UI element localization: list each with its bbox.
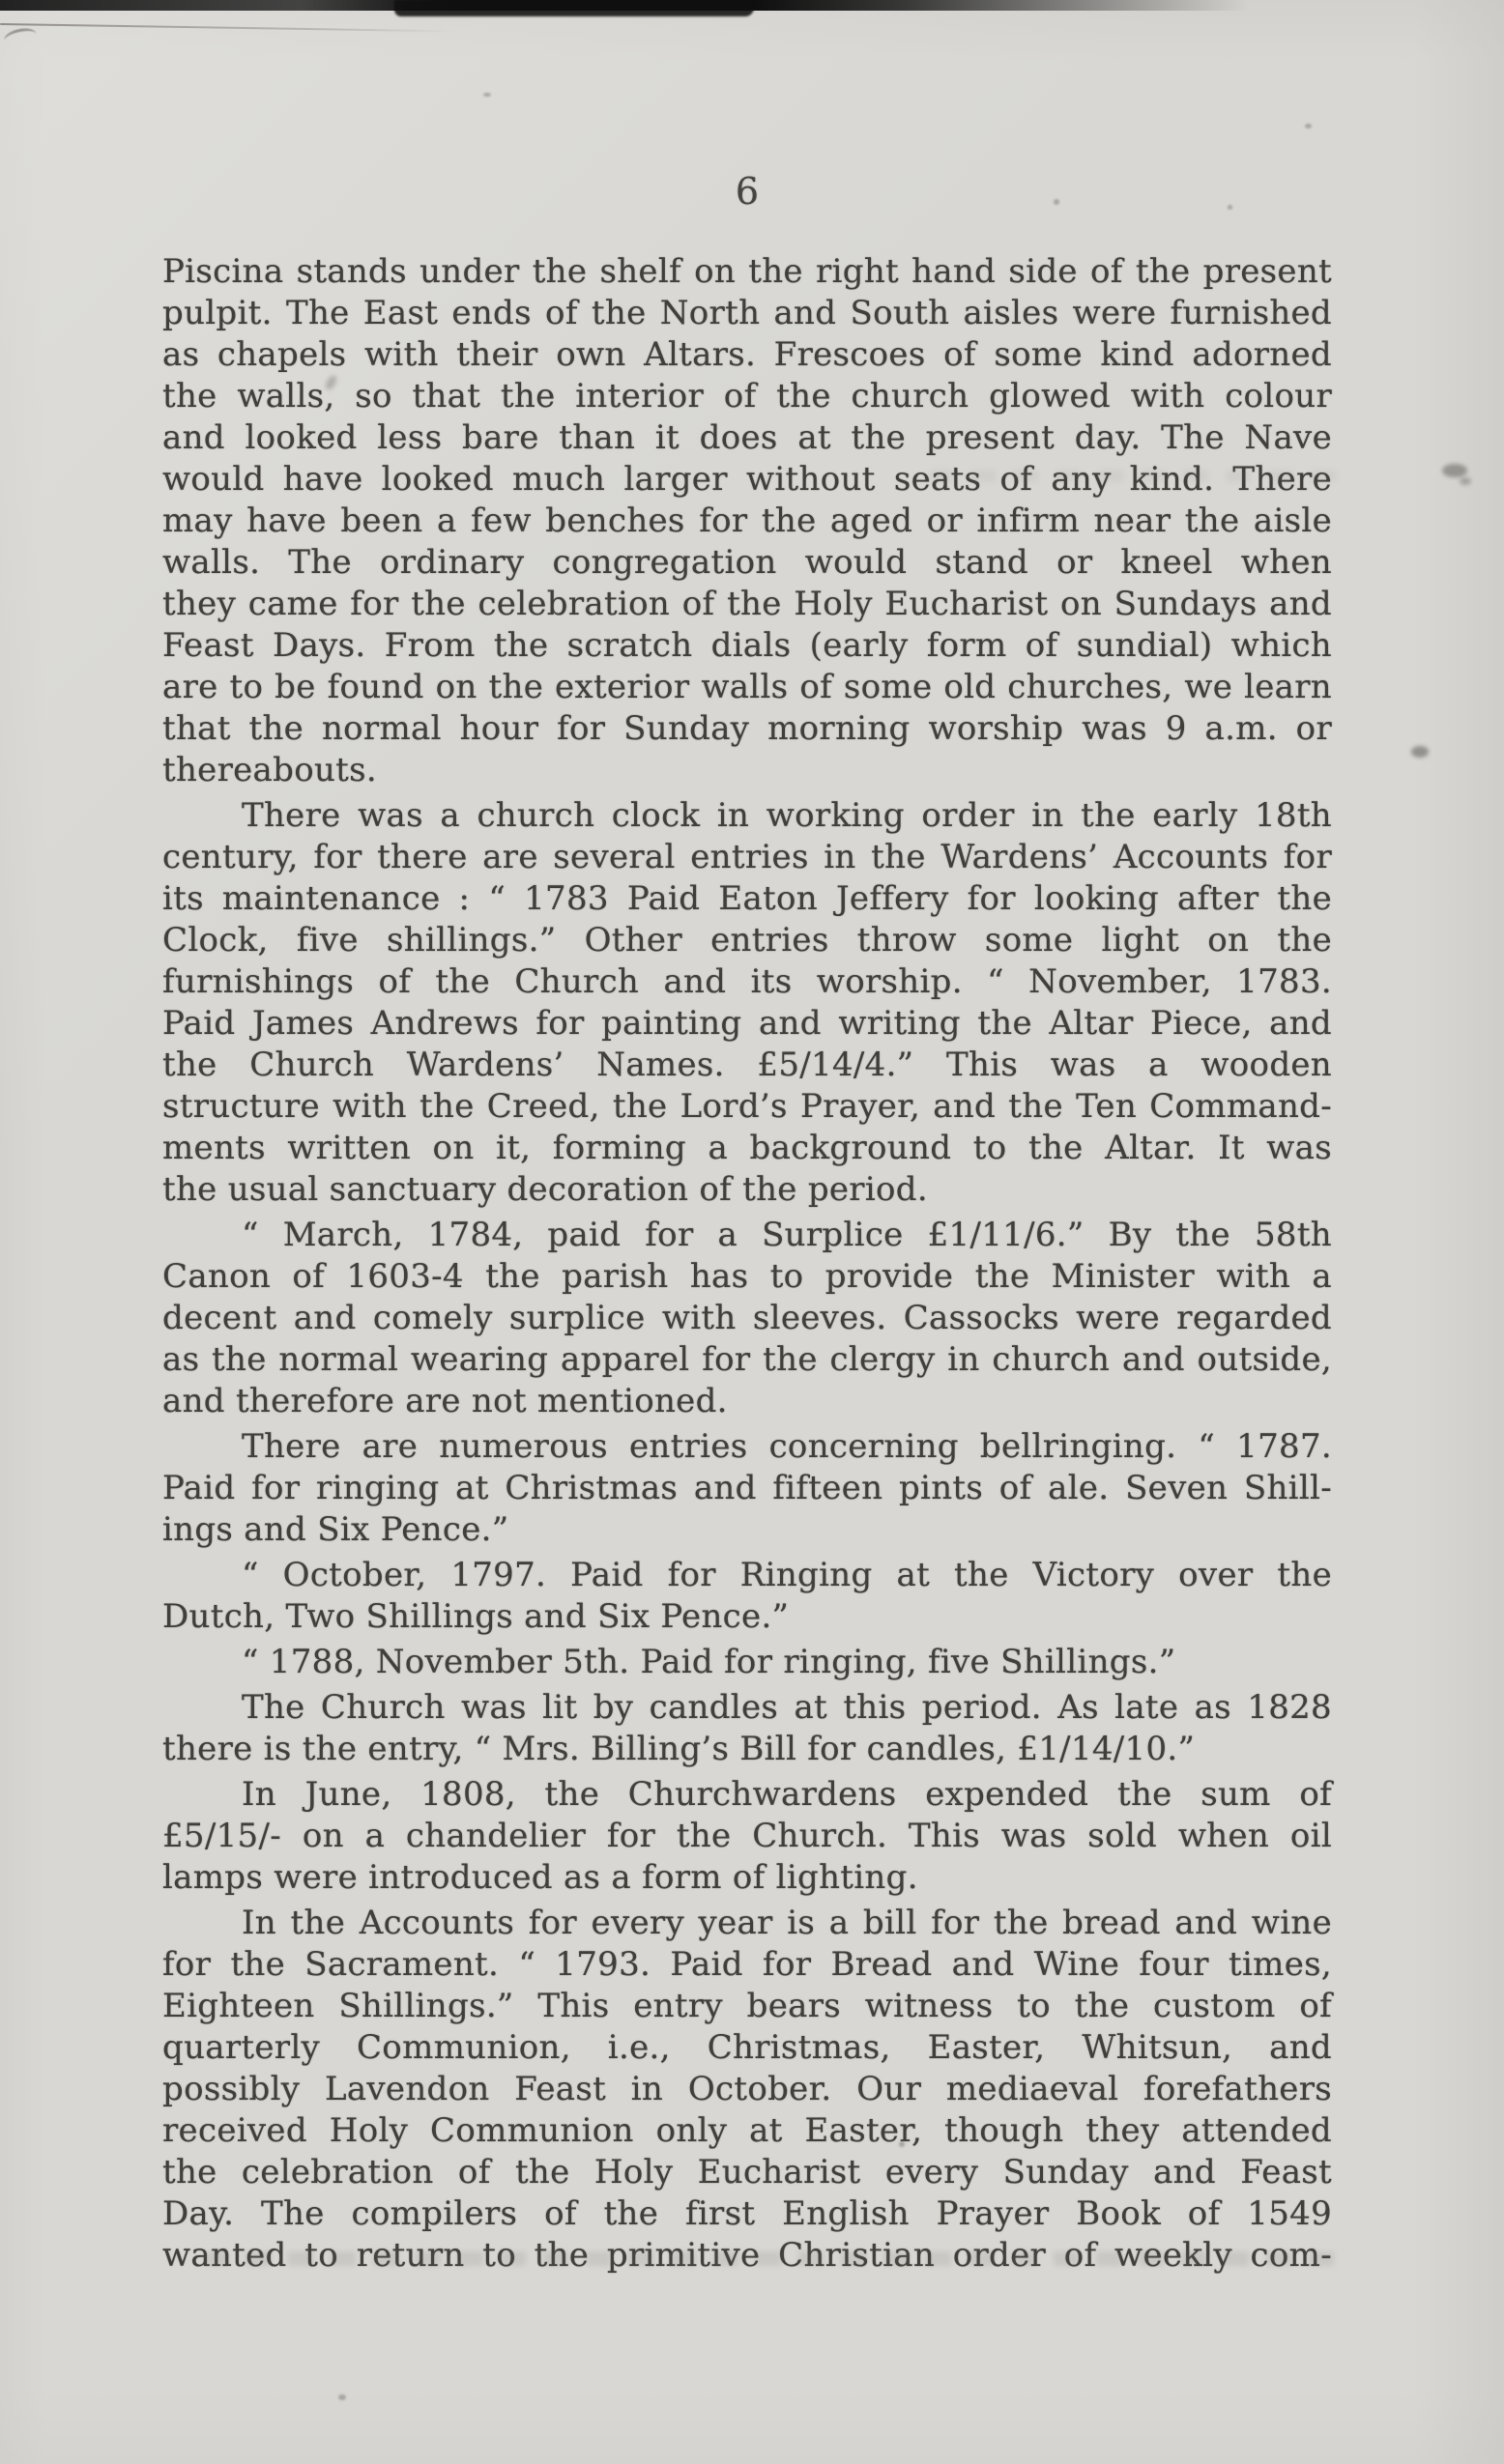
paragraph xyxy=(162,1774,1332,1899)
text-line: as the normal wearing apparel for the clergy in church and outside, xyxy=(162,1340,1332,1379)
text-line: century, for there are several entries in the Wardens’ Accounts for xyxy=(162,838,1332,876)
ink-smudge xyxy=(1460,477,1471,485)
text-line: In June, 1808, the Churchwardens expended the sum of xyxy=(242,1775,1332,1814)
text-line: they came for the celebration of the Holy Eucharist on Sundays and xyxy=(162,585,1332,623)
text-line: as chapels with their own Altars. Frescoes of some kind adorned xyxy=(162,335,1332,374)
paragraph xyxy=(162,1687,1332,1770)
text-line: decent and comely surplice with sleeves. Cassocks were regarded xyxy=(162,1299,1332,1337)
text-line: there is the entry, “ Mrs. Billing’s Bill for candles, £1/14/10.” xyxy=(162,1730,1196,1768)
text-line: Canon of 1603-4 the parish has to provide the Minister with a xyxy=(162,1257,1332,1296)
text-line: for the Sacrament. “ 1793. Paid for Bread and Wine four times, xyxy=(162,1945,1332,1984)
paragraph xyxy=(162,251,1332,791)
paragraph xyxy=(162,795,1332,1211)
text-line: thereabouts. xyxy=(162,751,377,789)
paragraph xyxy=(162,1903,1332,2277)
text-line: “ March, 1784, paid for a Surplice £1/11/6.” By the 58th xyxy=(242,1216,1332,1254)
text-line: Dutch, Two Shillings and Six Pence.” xyxy=(162,1597,790,1636)
text-line: Paid James Andrews for painting and writing the Altar Piece, and xyxy=(162,1004,1332,1043)
text-line: that the normal hour for Sunday morning worship was 9 a.m. or xyxy=(162,709,1332,748)
page-number: 6 xyxy=(735,170,760,213)
text-line: walls. The ordinary congregation would stand or kneel when xyxy=(162,543,1332,582)
paper-speck xyxy=(338,2394,346,2400)
text-line: received Holy Communion only at Easter, though they attended xyxy=(162,2111,1332,2150)
text-line: The Church was lit by candles at this period. As late as 1828 xyxy=(242,1688,1332,1727)
paragraph xyxy=(162,1215,1332,1422)
text-line: Eighteen Shillings.” This entry bears witness to the custom of xyxy=(162,1987,1332,2025)
text-line: Day. The compilers of the first English Prayer Book of 1549 xyxy=(162,2194,1332,2233)
text-line: Piscina stands under the shelf on the right hand side of the present xyxy=(162,252,1332,291)
ink-smudge xyxy=(1442,464,1467,477)
text-line: the celebration of the Holy Eucharist every Sunday and Feast xyxy=(162,2153,1332,2192)
text-line: would have looked much larger without seats of any kind. There xyxy=(162,460,1332,499)
text-line: possibly Lavendon Feast in October. Our mediaeval forefathers xyxy=(162,2070,1332,2108)
text-line: ings and Six Pence.” xyxy=(162,1510,509,1549)
text-line: Clock, five shillings.” Other entries throw some light on the xyxy=(162,921,1332,960)
text-line: In the Accounts for every year is a bill for the bread and wine xyxy=(242,1904,1332,1942)
text-line: structure with the Creed, the Lord’s Prayer, and the Ten Command- xyxy=(162,1087,1332,1126)
text-line: and looked less bare than it does at the present day. The Nave xyxy=(162,418,1332,457)
show-through-smudge xyxy=(928,470,1344,482)
paragraph xyxy=(162,1426,1332,1551)
paragraph xyxy=(162,1642,1332,1683)
text-line: furnishings of the Church and its worship. “ November, 1783. xyxy=(162,962,1332,1001)
text-line: the Church Wardens’ Names. £5/14/4.” This was a wooden xyxy=(162,1046,1332,1084)
page-crease-hook xyxy=(3,26,39,49)
text-line: Feast Days. From the scratch dials (early form of sundial) which xyxy=(162,626,1332,665)
text-line: its maintenance : “ 1783 Paid Eaton Jeffery for looking after the xyxy=(162,879,1332,918)
paper-speck xyxy=(899,2141,905,2147)
paper-speck xyxy=(1305,124,1312,129)
paper-speck xyxy=(483,93,491,97)
text-line: lamps were introduced as a form of lighting. xyxy=(162,1858,918,1897)
text-line: ments written on it, forming a background to the Altar. It was xyxy=(162,1129,1332,1167)
paper-speck xyxy=(1228,205,1232,210)
paragraph xyxy=(162,1555,1332,1638)
ink-smudge xyxy=(1411,746,1429,758)
text-line: and therefore are not mentioned. xyxy=(162,1382,728,1420)
text-line: the walls, so that the interior of the church glowed with colour xyxy=(162,377,1332,415)
text-line: “ October, 1797. Paid for Ringing at the Victory over the xyxy=(242,1556,1332,1594)
text-line: Paid for ringing at Christmas and fifteen pints of ale. Seven Shill- xyxy=(162,1469,1332,1507)
text-line: may have been a few benches for the aged or infirm near the aisle xyxy=(162,501,1332,540)
text-line: the usual sanctuary decoration of the period. xyxy=(162,1170,928,1209)
page-body-text xyxy=(162,251,1332,2277)
text-line: wanted to return to the primitive Christian order of weekly com- xyxy=(162,2236,1332,2275)
text-line: “ 1788, November 5th. Paid for ringing, five Shillings.” xyxy=(242,1643,1176,1681)
text-line: There was a church clock in working order in the early 18th xyxy=(242,796,1332,835)
paper-speck xyxy=(1054,199,1059,205)
text-line: £5/15/- on a chandelier for the Church. This was sold when oil xyxy=(162,1817,1332,1855)
scan-edge-blob xyxy=(394,0,754,16)
page-crease-line xyxy=(0,23,454,32)
text-line: are to be found on the exterior walls of some old churches, we learn xyxy=(162,668,1332,706)
text-line: pulpit. The East ends of the North and South aisles were furnished xyxy=(162,294,1332,332)
show-through-smudge xyxy=(203,2251,1344,2266)
text-line: There are numerous entries concerning bellringing. “ 1787. xyxy=(242,1427,1332,1466)
text-line: quarterly Communion, i.e., Christmas, Easter, Whitsun, and xyxy=(162,2028,1332,2067)
